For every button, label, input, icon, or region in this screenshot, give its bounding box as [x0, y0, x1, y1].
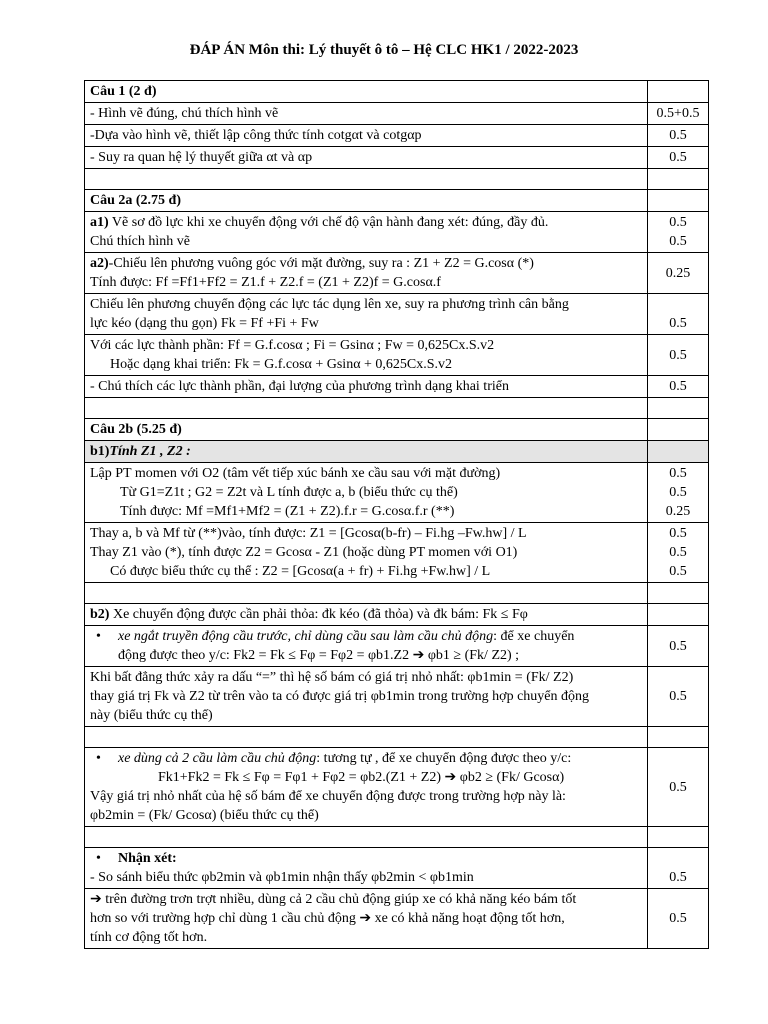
table-row	[85, 604, 709, 626]
table-row	[85, 523, 709, 583]
criterion-text: • xe ngắt truyền động cầu trước, chỉ dùng cầu sau làm cầu chủ động: để xe chuyển động được theo y/c: Fk2 = Fk ≤ Fφ = Fφ2 = φb1.Z2 ➔ φb1 ≥ (Fk/ Z2) ;	[85, 626, 648, 667]
points-cell: 0.5+0.5	[648, 103, 709, 125]
subsection-heading-b1: b1)Tính Z1 , Z2 :	[85, 441, 648, 463]
section-heading-q2a: Câu 2a (2.75 đ)	[85, 190, 648, 212]
spacer-row	[85, 727, 709, 748]
table-row	[85, 376, 709, 398]
table-row	[85, 81, 709, 103]
item-label: a1)	[90, 215, 109, 230]
spacer-row	[85, 398, 709, 419]
points-cell: 0.5 0.5	[648, 212, 709, 253]
table-row	[85, 667, 709, 727]
table-row	[85, 335, 709, 376]
criterion-text: a2)-Chiếu lên phương vuông góc với mặt đường, suy ra : Z1 + Z2 = G.cosα (*) Tính được: Ff =Ff1+Ff2 = Z1.f + Z2.f = (Z1 + Z2)f = G.cosα.f	[85, 253, 648, 294]
points-cell	[648, 419, 709, 441]
criterion-text: - Suy ra quan hệ lý thuyết giữa αt và αp	[85, 147, 648, 169]
criterion-text: -Dựa vào hình vẽ, thiết lập công thức tính cotgαt và cotgαp	[85, 125, 648, 147]
table-row	[85, 103, 709, 125]
bullet-icon: •	[96, 751, 101, 766]
points-cell: 0.25	[648, 253, 709, 294]
criterion-text: - Chú thích các lực thành phần, đại lượng của phương trình dạng khai triển	[85, 376, 648, 398]
points-cell: 0.5	[648, 848, 709, 889]
criterion-text: a1) Vẽ sơ đồ lực khi xe chuyển động với chế độ vận hành đang xét: đúng, đầy đủ. Chú thích hình vẽ	[85, 212, 648, 253]
points-cell	[648, 81, 709, 103]
subsection-heading-b2: b2) Xe chuyển động được cần phải thỏa: đk kéo (đã thỏa) và đk bám: Fk ≤ Fφ	[85, 604, 648, 626]
criterion-text: Với các lực thành phần: Ff = G.f.cosα ; Fi = Gsinα ; Fw = 0,625Cx.S.v2 Hoặc dạng khai triển: Fk = G.f.cosα + Gsinα + 0,625Cx.S.v2	[85, 335, 648, 376]
criterion-text: Chiếu lên phương chuyển động các lực tác dụng lên xe, suy ra phương trình cân bằng lực kéo (dạng thu gọn) Fk = Ff +Fi + Fw	[85, 294, 648, 335]
points-cell	[648, 604, 709, 626]
bullet-icon: •	[96, 851, 101, 866]
table-row	[85, 190, 709, 212]
section-heading-q1: Câu 1 (2 đ)	[85, 81, 648, 103]
table-row	[85, 441, 709, 463]
criterion-text: • Nhận xét: - So sánh biểu thức φb2min và φb1min nhận thấy φb2min < φb1min	[85, 848, 648, 889]
criterion-text: • xe dùng cả 2 cầu làm cầu chủ động: tương tự , để xe chuyển động được theo y/c: Fk1+Fk2 = Fk ≤ Fφ = Fφ1 + Fφ2 = φb2.(Z1 + Z2) ➔ φb2 ≥ (Fk/ Gcosα) Vậy giá trị nhỏ nhất của hệ số bám để xe chuyển động được trong trường hợp này là: φb2min = (Fk/ Gcosα) (biểu thức cụ thể)	[85, 748, 648, 827]
spacer-row	[85, 583, 709, 604]
points-cell: 0.5	[648, 626, 709, 667]
points-cell: 0.5	[648, 294, 709, 335]
page-title: ĐÁP ÁN Môn thi: Lý thuyết ô tô – Hệ CLC HK1 / 2022-2023	[189, 42, 579, 58]
table-row	[85, 748, 709, 827]
table-row	[85, 463, 709, 523]
criterion-text: - Hình vẽ đúng, chú thích hình vẽ	[85, 103, 648, 125]
table-row	[85, 294, 709, 335]
table-row	[85, 848, 709, 889]
table-row	[85, 419, 709, 441]
points-cell: 0.5 0.5 0.25	[648, 463, 709, 523]
points-cell: 0.5	[648, 147, 709, 169]
table-row	[85, 212, 709, 253]
table-row	[85, 626, 709, 667]
criterion-text: Khi bất đẳng thức xảy ra dấu “=” thì hệ số bám có giá trị nhỏ nhất: φb1min = (Fk/ Z2) thay giá trị Fk và Z2 từ trên vào ta có được giá trị φb1min trong trường hợp chuyển động này (biểu thức cụ thể)	[85, 667, 648, 727]
points-cell: 0.5 0.5 0.5	[648, 523, 709, 583]
bullet-icon: •	[96, 629, 101, 644]
points-cell	[648, 441, 709, 463]
points-cell: 0.5	[648, 125, 709, 147]
points-cell: 0.5	[648, 667, 709, 727]
points-cell	[648, 190, 709, 212]
points-cell: 0.5	[648, 748, 709, 827]
item-label: a2)	[90, 256, 109, 271]
criterion-text: Lập PT momen với O2 (tâm vết tiếp xúc bánh xe cầu sau với mặt đường) Từ G1=Z1t ; G2 = Z2t và L tính được a, b (biểu thức cụ thể) Tính được: Mf =Mf1+Mf2 = (Z1 + Z2).f.r = G.cosα.f.r (**)	[85, 463, 648, 523]
table-row	[85, 889, 709, 949]
points-cell: 0.5	[648, 335, 709, 376]
points-cell: 0.5	[648, 889, 709, 949]
points-cell: 0.5	[648, 376, 709, 398]
spacer-row	[85, 827, 709, 848]
criterion-text: Thay a, b và Mf từ (**)vào, tính được: Z1 = [Gcosα(b-fr) – Fi.hg –Fw.hw] / L Thay Z1 vào (*), tính được Z2 = Gcosα - Z1 (hoặc dùng PT momen với O1) Có được biểu thức cụ thể : Z2 = [Gcosα(a + fr) + Fi.hg +Fw.hw] / L	[85, 523, 648, 583]
section-heading-q2b: Câu 2b (5.25 đ)	[85, 419, 648, 441]
answer-table	[84, 80, 709, 949]
spacer-row	[85, 169, 709, 190]
criterion-text: ➔ trên đường trơn trợt nhiều, dùng cả 2 cầu chủ động giúp xe có khả năng kéo bám tốt hơn so với trường hợp chỉ dùng 1 cầu chủ động ➔ xe có khả năng hoạt động tốt hơn, tính cơ động tốt hơn.	[85, 889, 648, 949]
table-row	[85, 147, 709, 169]
table-row	[85, 253, 709, 294]
table-row	[85, 125, 709, 147]
